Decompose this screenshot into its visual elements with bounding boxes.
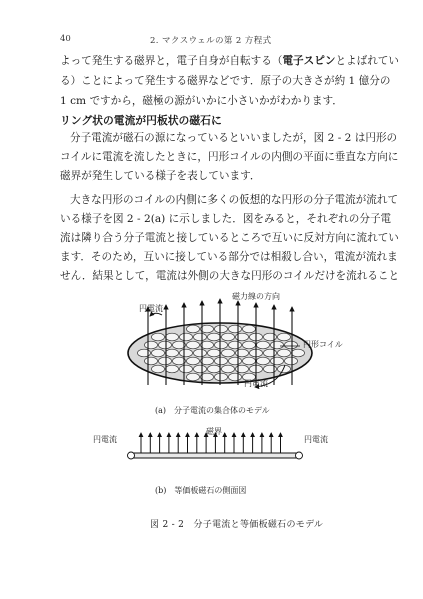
- molecular-current-loop: [229, 341, 242, 349]
- term-electron-spin: 電子スピン: [282, 55, 336, 67]
- molecular-current-loop: [152, 333, 165, 341]
- molecular-current-loop: [229, 325, 242, 333]
- molecular-current-loop: [208, 333, 221, 341]
- coil-cross-section-right: [296, 452, 303, 459]
- text-line: 大きな円形のコイルの内側に多くの仮想的な円形の分子電流が流れて: [70, 194, 399, 206]
- molecular-current-loop: [152, 349, 165, 357]
- molecular-current-loop: [285, 341, 298, 349]
- molecular-current-loop: [215, 325, 228, 333]
- molecular-current-loop: [208, 349, 221, 357]
- molecular-current-loop: [194, 349, 207, 357]
- molecular-current-loop: [166, 365, 179, 373]
- text-line: 分子電流が磁石の源になっているといいましたが，図 2 - 2 は円形の: [70, 132, 398, 144]
- molecular-current-loop: [278, 333, 291, 341]
- caption-figure-b: (b) 等価板磁石の側面図: [155, 486, 247, 495]
- text-line: ます．そのため，互いに接している部分では相殺し合い，電流が流れま: [60, 251, 398, 263]
- molecular-current-loop: [166, 333, 179, 341]
- molecular-current-loop: [271, 341, 284, 349]
- molecular-current-loop: [208, 365, 221, 373]
- section-heading: リング状の電流が円板状の磁石に: [60, 114, 222, 127]
- text-line: [60, 74, 391, 88]
- molecular-current-loop: [222, 365, 235, 373]
- molecular-current-loop: [278, 349, 291, 357]
- molecular-current-loop: [257, 341, 270, 349]
- text-line: 磁界が発生している様子を表しています．: [60, 170, 261, 182]
- molecular-current-loop: [222, 333, 235, 341]
- coil-cross-section-left: [128, 452, 135, 459]
- molecular-current-loop: [180, 333, 193, 341]
- molecular-current-loop: [229, 357, 242, 365]
- molecular-current-loop: [222, 349, 235, 357]
- molecular-current-loop: [194, 365, 207, 373]
- molecular-current-loop: [180, 349, 193, 357]
- molecular-current-loop: [229, 373, 242, 381]
- text-run: とよばれてい: [335, 55, 399, 67]
- molecular-current-loop: [243, 357, 256, 365]
- molecular-current-loop: [187, 357, 200, 365]
- running-head: 2. マクスウェルの第 2 方程式: [150, 36, 272, 46]
- molecular-current-loop: [271, 357, 284, 365]
- molecular-current-loop: [138, 349, 151, 357]
- molecular-current-loop: [187, 341, 200, 349]
- caption-figure-a: (a) 分子電流の集合体のモデル: [155, 406, 270, 415]
- figure-caption: 図 2 - 2 分子電流と等価板磁石のモデル: [150, 520, 324, 530]
- molecular-current-loop: [187, 373, 200, 381]
- text-line: 流は隣り合う分子電流と接しているところで互いに反対方向に流れてい: [60, 232, 399, 244]
- text-run: 1 cm ですから，磁極の源がいかに小さいかがわかります．: [60, 95, 343, 107]
- page-number: 40: [60, 34, 71, 44]
- molecular-current-loop: [166, 349, 179, 357]
- molecular-current-loop: [243, 341, 256, 349]
- text-line: [60, 54, 399, 68]
- label-circular-current-top: 円電流: [139, 304, 163, 313]
- text-run: る）ことによって発生する磁界などです．原子の大きさが約 1 億分の: [60, 75, 391, 87]
- molecular-current-loop: [292, 349, 305, 357]
- label-circular-current-left: 円電流: [93, 435, 117, 444]
- molecular-current-loop: [285, 357, 298, 365]
- molecular-current-loop: [215, 341, 228, 349]
- molecular-current-loop: [194, 333, 207, 341]
- molecular-current-loop: [187, 325, 200, 333]
- equivalent-magnet-plate: [131, 453, 299, 458]
- molecular-current-loop: [145, 357, 158, 365]
- molecular-current-loop: [159, 341, 172, 349]
- molecular-current-loop: [215, 357, 228, 365]
- molecular-current-loop: [159, 357, 172, 365]
- text-run: よって発生する磁界と，電子自身が自転する（: [60, 55, 283, 67]
- text-line: せん．結果として，電流は外側の大きな円形のコイルだけを流れること: [60, 270, 400, 282]
- label-circular-current-bottom: 円電流: [244, 379, 268, 388]
- molecular-current-loop: [152, 365, 165, 373]
- molecular-current-loop: [257, 357, 270, 365]
- molecular-current-loop: [215, 373, 228, 381]
- label-circular-coil: 円形コイル: [303, 340, 343, 349]
- label-circular-current-right: 円電流: [304, 435, 328, 444]
- label-field-direction: 磁力線の方向: [232, 292, 280, 301]
- text-line: いる様子を図 2 - 2(a) に示しました．図をみると，それぞれの分子電: [60, 213, 392, 225]
- molecular-current-loop: [145, 341, 158, 349]
- text-line: コイルに電流を流したときに，円形コイルの内側の平面に垂直な方向に: [60, 151, 399, 163]
- molecular-current-loop: [180, 365, 193, 373]
- molecular-current-loop: [243, 325, 256, 333]
- label-magnetic-field: 磁界: [206, 427, 222, 436]
- text-line: [60, 94, 378, 108]
